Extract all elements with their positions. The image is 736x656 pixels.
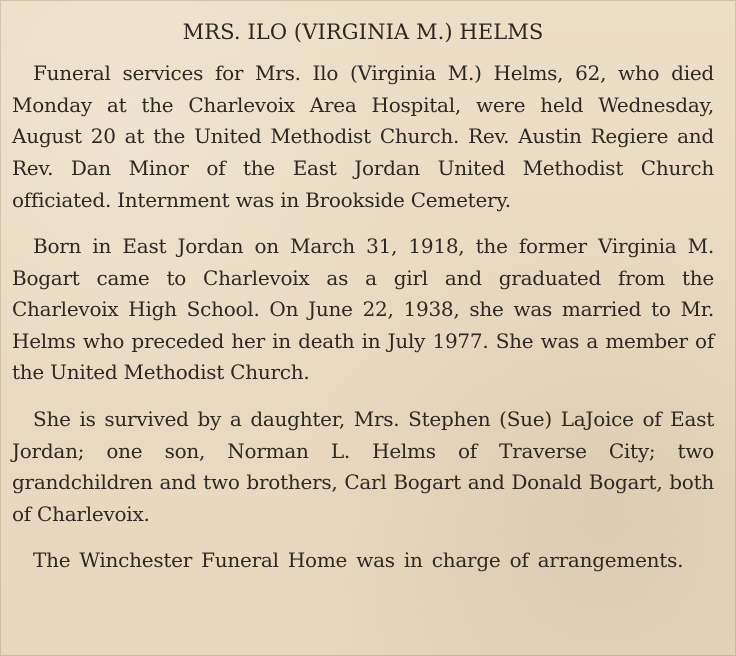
obituary-headline: MRS. ILO (VIRGINIA M.) HELMS: [182, 20, 544, 44]
obituary-paragraph-3: She is survived by a daughter, Mrs. Stephen (Sue) LaJoice of East Jordan; one son, Norman L. Helms of Traverse City; two grandchildren and two brothers, Carl Bogart and Donald Bogart, both of Charlevoix.: [12, 407, 714, 526]
obituary-paragraph-4: The Winchester Funeral Home was in charge of arrangements.: [33, 548, 684, 573]
obituary-paragraph-1: Funeral services for Mrs. Ilo (Virginia M.) Helms, 62, who died Monday at the Charlevoix Area Hospital, were held Wednesday, August 20 at the United Methodist Church. Rev. Austin Regiere and Rev. Dan Minor of the East Jordan United Methodist Church officiated. Internment was in Brookside Cemetery.: [12, 61, 714, 212]
obituary-paragraph-2: Born in East Jordan on March 31, 1918, the former Virginia M. Bogart came to Charlevoix as a girl and graduated from the Charlevoix High School. On June 22, 1938, she was married to Mr. Helms who preceded her in death in July 1977. She was a member of the United Methodist Church.: [12, 234, 714, 385]
